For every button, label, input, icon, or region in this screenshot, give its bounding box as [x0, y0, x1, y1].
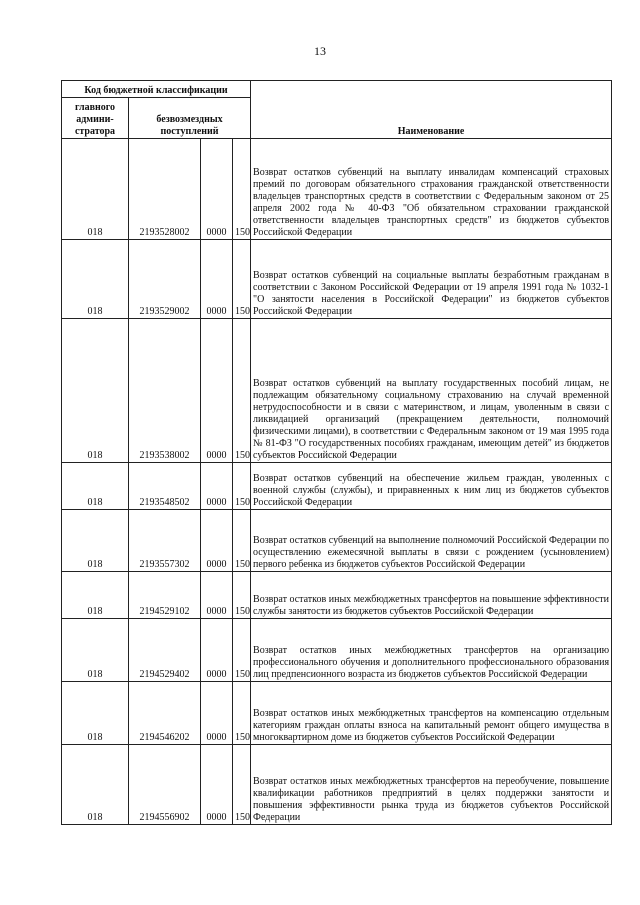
row-name: Возврат остатков иных межбюджетных трансфертов на переобучение, повышение квалификации работников предприятий в целях поддержки занятости и повышения эффективности рынка труда из бюджетов субъектов Российской Федерации	[251, 745, 612, 825]
row-name: Возврат остатков субвенций на социальные выплаты безработным гражданам в соответствии с Законом Российской Федерации от 19 апреля 1991 года № 1032-1 "О занятости населения в Российской Федерации" из бюджетов субъектов Российской Федерации	[251, 240, 612, 319]
table-row	[62, 463, 612, 510]
row-name: Возврат остатков иных межбюджетных трансфертов на повышение эффективности службы занятости из бюджетов субъектов Российской Федерации	[251, 572, 612, 619]
kosgu-code: 0000	[201, 572, 233, 619]
admin-code: 018	[62, 745, 129, 825]
revenue-code: 2193548502	[129, 463, 201, 510]
table-row	[62, 139, 612, 240]
header-revenue: безвозмездных поступлений	[129, 98, 251, 139]
admin-code: 018	[62, 682, 129, 745]
admin-code: 018	[62, 619, 129, 682]
row-name: Возврат остатков иных межбюджетных трансфертов на организацию профессионального обучения и дополнительного профессионального образования лиц предпенсионного возраста из бюджетов субъектов Российской Федерации	[251, 619, 612, 682]
admin-code: 018	[62, 572, 129, 619]
row-name: Возврат остатков субвенций на выплату государственных пособий лицам, не подлежащим обязательному социальному страхованию на случай временной нетрудоспособности и в связи с материнством, и лицам, уволенным в связи с ликвидацией организаций (прекращением деятельности, полномочий физическими лицами), в соответствии с Федеральным законом от 19 мая 1995 года № 81-ФЗ "О государственных пособиях гражданам, имеющим детей" из бюджетов субъектов Российской Федерации	[251, 319, 612, 463]
admin-code: 018	[62, 139, 129, 240]
admin-code: 018	[62, 319, 129, 463]
kosgu-code: 0000	[201, 139, 233, 240]
budget-classification-table	[61, 80, 612, 825]
revenue-code: 2194529102	[129, 572, 201, 619]
row-name: Возврат остатков субвенций на выполнение полномочий Российской Федерации по осуществлению ежемесячной выплаты в связи с рождением (усыновлением) первого ребенка из бюджетов субъектов Российской Федерации	[251, 510, 612, 572]
table-row	[62, 240, 612, 319]
subtype-code: 150	[233, 572, 251, 619]
subtype-code: 150	[233, 139, 251, 240]
row-name: Возврат остатков субвенций на выплату инвалидам компенсаций страховых премий по договорам обязательного страхования гражданской ответственности владельцев транспортных средств в соответствии с Федеральным законом от 25 апреля 2002 года № 40-ФЗ "Об обязательном страховании гражданской ответственности владельцев транспортных средств" из бюджетов субъектов Российской Федерации	[251, 139, 612, 240]
admin-code: 018	[62, 510, 129, 572]
table-row	[62, 510, 612, 572]
admin-code: 018	[62, 463, 129, 510]
table-row	[62, 572, 612, 619]
kosgu-code: 0000	[201, 510, 233, 572]
kosgu-code: 0000	[201, 463, 233, 510]
page-number: 13	[314, 44, 326, 58]
revenue-code: 2194546202	[129, 682, 201, 745]
admin-code: 018	[62, 240, 129, 319]
kosgu-code: 0000	[201, 745, 233, 825]
kosgu-code: 0000	[201, 682, 233, 745]
row-name: Возврат остатков субвенций на обеспечение жильем граждан, уволенных с военной службы (службы), и приравненных к ним лиц из бюджетов субъектов Российской Федерации	[251, 463, 612, 510]
subtype-code: 150	[233, 463, 251, 510]
table-row	[62, 619, 612, 682]
revenue-code: 2193557302	[129, 510, 201, 572]
header-name: Наименование	[251, 81, 612, 139]
kosgu-code: 0000	[201, 619, 233, 682]
subtype-code: 150	[233, 319, 251, 463]
table-row	[62, 319, 612, 463]
revenue-code: 2193529002	[129, 240, 201, 319]
revenue-code: 2194529402	[129, 619, 201, 682]
row-name: Возврат остатков иных межбюджетных трансфертов на компенсацию отдельным категориям граждан оплаты взноса на капитальный ремонт общего имущества в многоквартирном доме из бюджетов субъектов Российской Федерации	[251, 682, 612, 745]
header-row-top	[62, 81, 612, 98]
subtype-code: 150	[233, 745, 251, 825]
header-admin: главного админи-стратора	[62, 98, 129, 139]
subtype-code: 150	[233, 510, 251, 572]
table-row	[62, 745, 612, 825]
revenue-code: 2193538002	[129, 319, 201, 463]
revenue-code: 2194556902	[129, 745, 201, 825]
kosgu-code: 0000	[201, 319, 233, 463]
subtype-code: 150	[233, 240, 251, 319]
header-group-title: Код бюджетной классификации	[62, 81, 251, 98]
subtype-code: 150	[233, 619, 251, 682]
table-row	[62, 682, 612, 745]
kosgu-code: 0000	[201, 240, 233, 319]
subtype-code: 150	[233, 682, 251, 745]
revenue-code: 2193528002	[129, 139, 201, 240]
